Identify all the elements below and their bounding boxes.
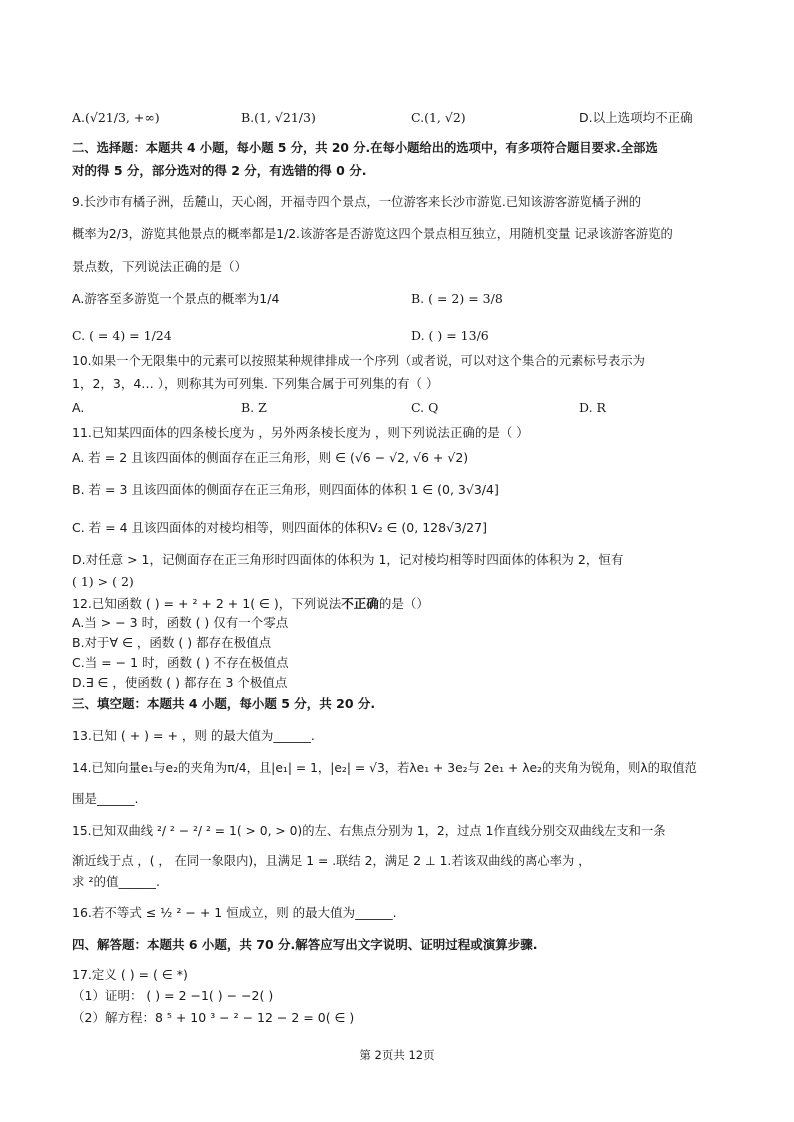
q8-option-a: A.(√21/3, +∞) [72,110,160,125]
q11-option-b: B. 若 = 3 且该四面体的侧面存在正三角形，则四面体的体积 1 ∈ (0, 3√3/4] [72,482,499,497]
q11-stem: 11.已知某四面体的四条棱长度为 ，另外两条棱长度为 ，则下列说法正确的是（ ） [72,425,529,440]
q8-option-b: B.(1, √21/3) [241,110,316,125]
q9-option-a: A.游客至多游览一个景点的概率为1/4 [72,291,280,306]
q17-definition: 17.定义 ( ) = ( ∈ *) [72,967,188,982]
q12-stem-text: 12.已知函数 ( ) = + ² + 2 + 1( ∈ )，下列说法 [72,596,342,611]
q10-stem-line1: 10.如果一个无限集中的元素可以按照某种规律排成一个序列（或者说，可以对这个集合的元素标号表示为 [72,354,645,368]
q16-stem: 16.若不等式 ≤ ½ ² − + 1 恒成立，则 的最大值为______. [72,905,397,920]
q10-option-a: A. [72,400,85,415]
q14-stem-line2: 围是______. [72,791,139,806]
q11-option-d-line1: D.对任意 > 1，记侧面存在正三角形时四面体的体积为 1，记对棱均相等时四面体的体积为 2，恒有 [72,552,624,567]
q11-option-c: C. 若 = 4 且该四面体的对棱均相等，则四面体的体积V₂ ∈ (0, 128√3/27] [72,520,487,535]
q12-stem-emphasis: 不正确 [341,596,379,611]
q9-option-d: D. ( ) = 13/6 [411,328,489,343]
q9-option-b: B. ( = 2) = 3/8 [411,291,503,306]
q12-option-c: C.当 = − 1 时，函数 ( ) 不存在极值点 [72,655,289,670]
q12-stem [72,596,429,612]
q9-stem-line1: 9.长沙市有橘子洲，岳麓山，天心阁，开福寺四个景点，一位游客来长沙市游览.已知该游客游览橘子洲的 [72,195,642,209]
section3-heading: 三、填空题：本题共 4 小题，每小题 5 分，共 20 分. [72,696,376,711]
q11-option-a: A. 若 = 2 且该四面体的侧面存在正三角形，则 ∈ (√6 − √2, √6 + √2) [72,450,469,465]
q15-stem-line3: 求 ²的值______. [72,874,160,889]
page-footer: 第 2页共 12页 [359,1048,435,1062]
section2-heading-line2: 对的得 5 分，部分选对的得 2 分，有选错的得 0 分. [72,163,367,178]
q17-part2: （2）解方程：8 ⁵ + 10 ³ − ² − 12 − 2 = 0( ∈ ) [72,1010,355,1025]
q8-option-c: C.(1, √2) [411,110,466,125]
q13-stem: 13.已知 ( + ) = + ，则 的最大值为______. [72,728,315,743]
q8-option-d: D.以上选项均不正确 [579,110,693,125]
q10-option-c: C. Q [411,400,439,415]
section2-heading-line1: 二、选择题：本题共 4 小题，每小题 5 分，共 20 分.在每小题给出的选项中，有多项符合题目要求.全部选 [72,141,658,155]
q12-option-d: D.∃ ∈ ，使函数 ( ) 都存在 3 个极值点 [72,675,288,690]
q9-stem-line2: 概率为2/3，游览其他景点的概率都是1/2.该游客是否游览这四个景点相互独立，用随机变量 记录该游客游览的 [72,227,673,241]
q10-option-b: B. Z [241,400,267,415]
q9-option-c: C. ( = 4) = 1/24 [72,328,172,343]
q12-option-a: A.当 > − 3 时，函数 ( ) 仅有一个零点 [72,615,289,630]
q10-option-d: D. R [579,400,606,415]
section4-heading: 四、解答题：本题共 6 小题，共 70 分.解答应写出文字说明、证明过程或演算步骤. [72,937,538,952]
q17-part1: （1）证明： ( ) = 2 −1( ) − −2( ) [72,988,274,1003]
q11-option-d-line2: ( 1) > ( 2) [72,574,134,589]
q12-stem-end: 的是（） [378,596,429,611]
q14-stem-line1: 14.已知向量e₁与e₂的夹角为π/4，且|e₁| = 1，|e₂| = √3，若λe₁ + 3e₂与 2e₁ + λe₂的夹角为锐角，则λ的取值范 [72,761,697,775]
q15-stem-line1: 15.已知双曲线 ²/ ² − ²/ ² = 1( > 0, > 0)的左、右焦点分别为 1，2，过点 1作直线分别交双曲线左支和一条 [72,824,666,838]
q9-stem-line3: 景点数，下列说法正确的是（） [72,259,248,274]
q12-option-b: B.对于∀ ∈ ，函数 ( ) 都存在极值点 [72,635,272,650]
q10-stem-line2: 1，2，3，4… ），则称其为可列集. 下列集合属于可列集的有（ ） [72,376,439,391]
q15-stem-line2: 渐近线于点 ，( ， 在同一象限内)，且满足 1 = .联结 2，满足 2 ⊥ 1.若该双曲线的离心率为 ， [72,854,591,868]
